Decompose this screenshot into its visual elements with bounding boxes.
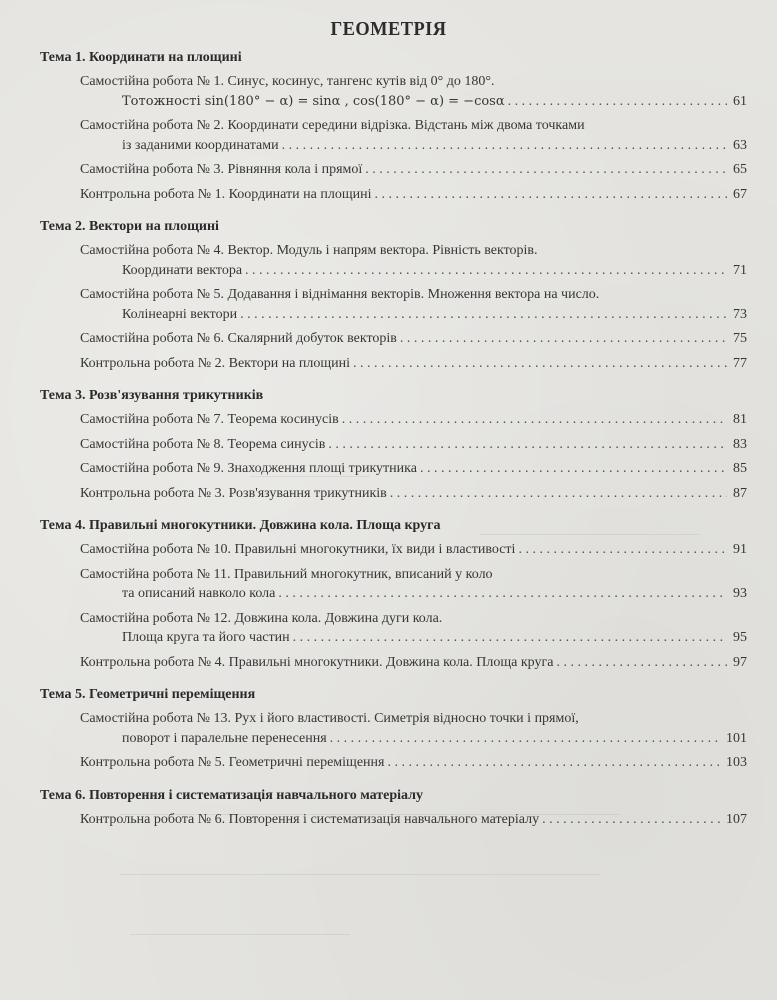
page-number: 77 [733, 355, 747, 371]
toc-entry[interactable] [80, 609, 747, 648]
entry-title: Контрольна робота № 3. Розв'язування трикутників [80, 485, 387, 501]
entry-title: Самостійна робота № 9. Знаходження площі трикутника [80, 461, 417, 476]
entry-title: Контрольна робота № 5. Геометричні переміщення [80, 755, 385, 770]
page-number: 67 [733, 186, 747, 202]
page-number: 81 [733, 412, 747, 427]
page-number: 61 [733, 93, 747, 109]
toc-entry[interactable] [80, 565, 747, 604]
topic-6 [0, 787, 777, 830]
toc-entry[interactable] [80, 241, 747, 280]
toc-entry[interactable] [80, 653, 747, 673]
dot-leader [279, 136, 727, 156]
toc-entry[interactable] [80, 810, 747, 830]
dot-leader [275, 584, 727, 604]
topic-title: Тема 6. Повторення і систематизація навчального матеріалу [40, 787, 424, 803]
page-number: 97 [733, 654, 747, 670]
toc-entry[interactable] [80, 540, 747, 560]
page-number: 91 [733, 542, 747, 557]
topic-4 [0, 517, 777, 672]
topic-title: Тема 3. Розв'язування трикутників [40, 388, 264, 403]
dot-leader [339, 410, 727, 430]
dot-leader [553, 653, 727, 673]
entry-title: Самостійна робота № 5. Додавання і віднімання векторів. Множення вектора на число. [80, 287, 600, 302]
entry-title: Контрольна робота № 4. Правильні многокутники. Довжина кола. Площа круга [80, 654, 554, 670]
toc-entry[interactable] [80, 484, 747, 504]
entry-title-continuation: поворот і паралельне перенесення [122, 730, 327, 746]
page-title: ГЕОМЕТРІЯ [330, 18, 447, 40]
topic-5 [0, 686, 777, 773]
dot-leader [417, 459, 727, 479]
toc-entry[interactable] [80, 72, 747, 111]
dot-leader [387, 484, 727, 504]
page-number: 75 [733, 331, 747, 346]
entry-title-continuation: та описаний навколо кола [122, 586, 276, 601]
page-number: 63 [733, 137, 747, 153]
topic-title: Тема 2. Вектори на площині [40, 219, 219, 234]
entry-title: Самостійна робота № 10. Правильні многокутники, їх види і властивості [80, 542, 516, 557]
dot-leader [325, 435, 727, 455]
page-number: 83 [733, 436, 747, 452]
entry-title: Контрольна робота № 1. Координати на площині [80, 186, 372, 202]
dot-leader [290, 628, 727, 648]
topic-title: Тема 1. Координати на площині [40, 50, 242, 65]
page-number: 73 [733, 306, 747, 322]
page-number: 65 [733, 162, 747, 177]
entry-title-continuation: Площа круга та його частин [122, 630, 290, 645]
toc-entry[interactable] [80, 116, 747, 155]
dot-leader [327, 729, 722, 749]
page-number: 93 [733, 586, 747, 601]
page-number: 95 [733, 630, 747, 645]
toc-entry[interactable] [80, 459, 747, 479]
toc-entry[interactable] [80, 160, 747, 180]
dot-leader [505, 92, 727, 112]
dot-leader [242, 261, 727, 281]
entry-title: Самостійна робота № 13. Рух і його властивості. Симетрія відносно точки і прямої, [80, 711, 579, 726]
entry-title-continuation: Координати вектора [122, 262, 243, 278]
entry-title: Самостійна робота № 12. Довжина кола. Довжина дуги кола. [80, 610, 443, 626]
entry-title: Самостійна робота № 4. Вектор. Модуль і напрям вектора. Рівність векторів. [80, 243, 538, 258]
entry-title: Самостійна робота № 3. Рівняння кола і прямої [80, 162, 363, 177]
entry-title: Самостійна робота № 11. Правильний многокутник, вписаний у коло [80, 566, 493, 582]
toc-entry[interactable] [80, 410, 747, 430]
entry-title: Контрольна робота № 6. Повторення і систематизація навчального матеріалу [80, 811, 540, 827]
page-number: 85 [733, 461, 747, 476]
dot-leader [362, 160, 727, 180]
dot-leader [397, 329, 727, 349]
entry-title: Самостійна робота № 8. Теорема синусів [80, 436, 326, 452]
toc-entry[interactable] [80, 354, 747, 374]
topic-title: Тема 5. Геометричні переміщення [40, 687, 256, 702]
table-of-contents [0, 49, 777, 843]
entry-title: Самостійна робота № 2. Координати середини відрізка. Відстань між двома точками [80, 118, 585, 133]
toc-entry[interactable] [80, 709, 747, 748]
topic-title: Тема 4. Правильні многокутники. Довжина кола. Площа круга [40, 518, 441, 533]
topic-2 [0, 218, 777, 373]
page-number: 107 [726, 811, 747, 827]
toc-entry[interactable] [80, 435, 747, 455]
entry-title: Самостійна робота № 7. Теорема косинусів [80, 412, 339, 427]
entry-title-continuation: Колінеарні вектори [122, 306, 238, 322]
entry-title: Самостійна робота № 1. Синус, косинус, тангенс кутів від 0° до 180°. [80, 74, 495, 89]
page-number: 71 [733, 262, 747, 278]
dot-leader [539, 810, 722, 830]
toc-entry[interactable] [80, 185, 747, 205]
page-number: 87 [733, 485, 747, 501]
dot-leader [384, 753, 722, 773]
dot-leader [237, 305, 727, 325]
toc-entry[interactable] [80, 285, 747, 324]
page-number: 101 [726, 730, 747, 746]
page-number: 103 [726, 755, 747, 770]
entry-title: Самостійна робота № 6. Скалярний добуток векторів [80, 331, 397, 346]
entry-title-continuation: Тотожності sin(180° − α) = sinα , cos(180° − α) = −cosα [122, 93, 505, 109]
topic-1 [0, 49, 777, 204]
toc-entry[interactable] [80, 753, 747, 773]
topic-3 [0, 387, 777, 503]
toc-entry[interactable] [80, 329, 747, 349]
dot-leader [350, 354, 727, 374]
entry-title: Контрольна робота № 2. Вектори на площині [80, 355, 351, 371]
dot-leader [515, 540, 727, 560]
entry-title-continuation: із заданими координатами [122, 137, 279, 153]
dot-leader [371, 185, 727, 205]
